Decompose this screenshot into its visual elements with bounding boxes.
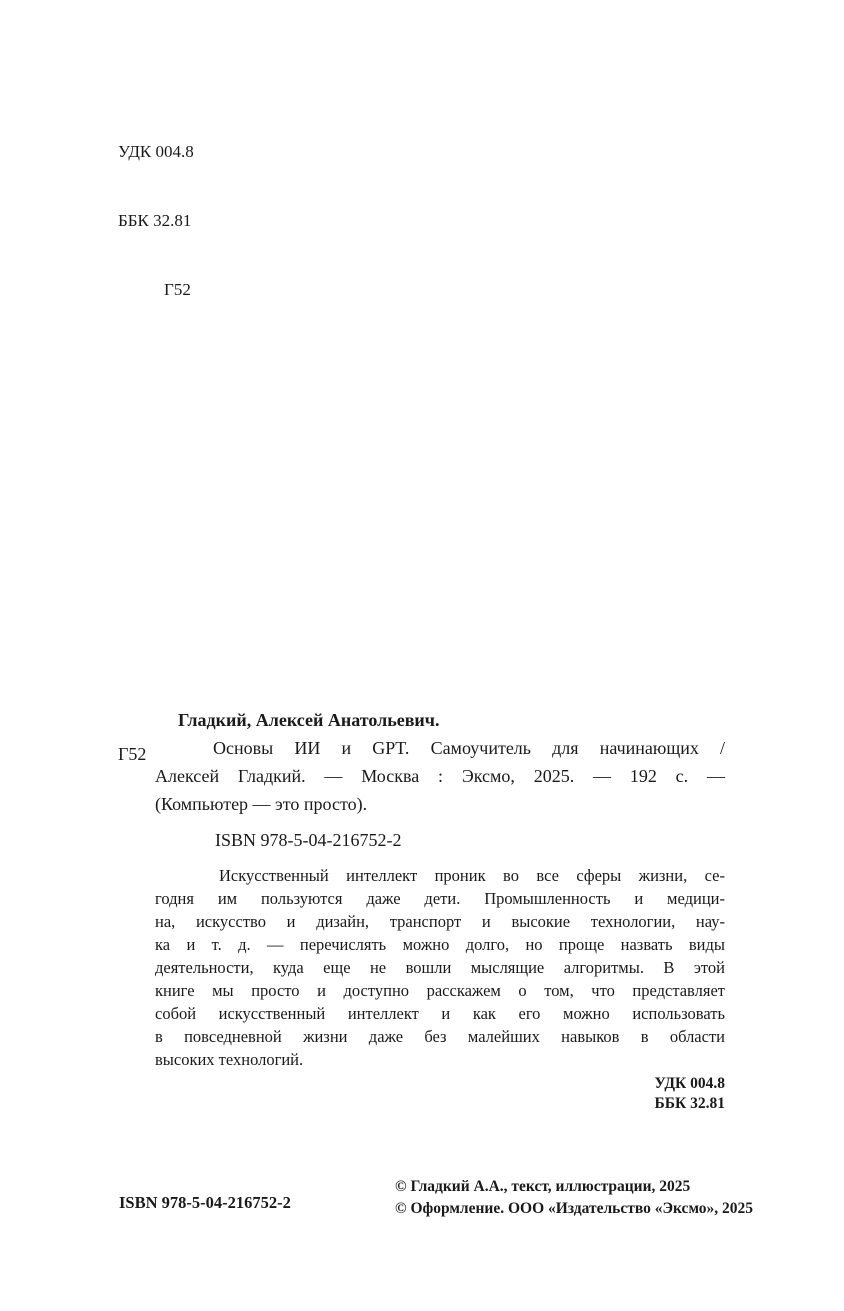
copyright-line: © Оформление. ООО «Издательство «Эксмо», 2025 (395, 1200, 754, 1217)
udk-code: УДК 004.8 (118, 142, 194, 161)
footer-isbn-number: ISBN 978-5-04-216752-2 (119, 1193, 291, 1212)
bbk-code: ББК 32.81 (654, 1095, 725, 1112)
top-classification-codes (118, 94, 194, 347)
biblio-line: Алексей Гладкий. — Москва : Эксмо, 2025. — 192 с. — (155, 766, 725, 786)
bbk-code: ББК 32.81 (118, 211, 192, 230)
udk-code: УДК 004.8 (654, 1075, 725, 1092)
annotation-line: собой искусственный интеллект и как его можно использовать (155, 1004, 725, 1023)
copyright-line: © Гладкий А.А., текст, иллюстрации, 2025 (395, 1178, 691, 1195)
isbn-number: ISBN 978-5-04-216752-2 (215, 830, 402, 850)
biblio-line: Основы ИИ и GPT. Самоучитель для начинающих / (213, 738, 725, 758)
annotation-line: годня им пользуются даже дети. Промышленность и медици- (155, 889, 725, 908)
annotation-line: Искусственный интеллект проник во все сферы жизни, се- (219, 866, 725, 885)
catalog-card (155, 706, 725, 1071)
biblio-line: (Компьютер — это просто). (155, 794, 368, 814)
annotation-line: книге мы просто и доступно расскажем о том, что представляет (155, 981, 725, 1000)
author-sign-code: Г52 (164, 280, 191, 299)
author-heading: Гладкий, Алексей Анатольевич. (178, 710, 440, 730)
annotation-line: в повседневной жизни даже без малейших навыков в области (155, 1027, 725, 1046)
annotation-line: деятельности, куда еще не вошли мыслящие алгоритмы. В этой (155, 958, 725, 977)
annotation-line: на, искусство и дизайн, транспорт и высокие технологии, нау- (155, 912, 725, 931)
copyright-block (395, 1176, 753, 1220)
bottom-classification-codes (655, 1074, 725, 1114)
catalog-margin-sign: Г52 (118, 744, 147, 764)
annotation-line: ка и т. д. — перечислять можно долго, но проще назвать виды (155, 935, 725, 954)
annotation-line: высоких технологий. (155, 1050, 304, 1069)
annotation-paragraph (155, 864, 725, 1071)
